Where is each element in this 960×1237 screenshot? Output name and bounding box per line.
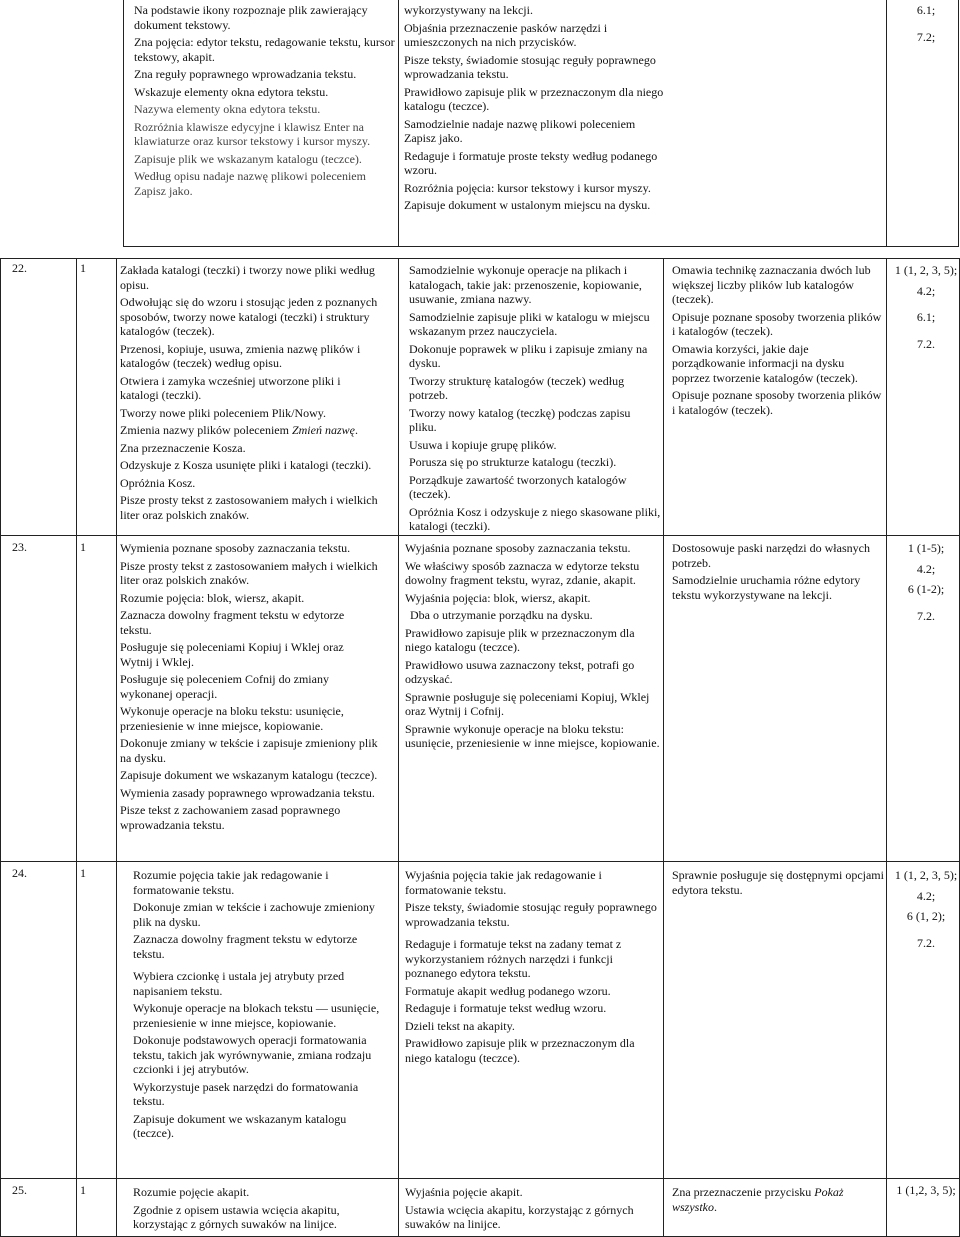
list-item: Zna reguły poprawnego wprowadzania tekstu.: [134, 67, 357, 81]
list-item: Dostosowuje paski narzędzi do własnych potrzeb.: [672, 541, 870, 570]
curriculum-ref: 6.1;: [916, 310, 936, 324]
divider: [886, 0, 887, 247]
list-item: Zapisuje dokument we wskazanym katalogu (teczce).: [133, 1111, 347, 1140]
top-col-a: [134, 3, 396, 201]
list-item: Prawidłowo usuwa zaznaczony tekst, potrafi go odzyskać.: [405, 657, 635, 686]
list-item: Opróżnia Kosz.: [120, 475, 196, 490]
row-col-c: [672, 1185, 884, 1217]
divider: [663, 258, 664, 1237]
list-item: Otwiera i zamyka wcześniej utworzone pliki i katalogi (teczki).: [120, 373, 341, 402]
divider: [398, 0, 399, 247]
list-item: Wyjaśnia poznane sposoby zaznaczania tekstu.: [405, 541, 631, 555]
list-item: Porządkuje zawartość tworzonych katalogów (teczek).: [409, 472, 627, 501]
list-item: Sprawnie posługuje się poleceniami Kopiuj, Wklej oraz Wytnij i Cofnij.: [405, 689, 650, 718]
list-item: Dokonuje zmian w tekście i zachowuje zmieniony plik na dysku.: [133, 900, 375, 929]
list-item: Pisze teksty, świadomie stosując reguły poprawnego wprowadzania tekstu.: [404, 52, 656, 81]
list-item: Odwołując się do wzoru i stosując jeden z poznanych sposobów, tworzy nowe katalogi (teczki) i struktury katalogów (teczek).: [120, 295, 378, 338]
list-item: Wykonuje operacje na bloku tekstu: usunięcie, przeniesienie w inne miejsce, kopiowanie.: [120, 704, 344, 733]
row-col-b: [405, 1185, 661, 1235]
curriculum-ref: 4.2;: [916, 888, 936, 903]
list-item: Opisuje poznane sposoby tworzenia plików i katalogów (teczek).: [672, 309, 882, 338]
curriculum-ref: 1 (1-5);: [907, 541, 945, 555]
list-item: Pisze teksty, świadomie stosując reguły poprawnego wprowadzania tekstu.: [405, 900, 657, 929]
lesson-hours: 1: [80, 540, 86, 554]
list-item: Dzieli tekst na akapity.: [405, 1018, 515, 1033]
row-col-b: [405, 868, 661, 1068]
curriculum-ref: 6 (1-2);: [907, 582, 945, 596]
list-item: Ustawia wcięcia akapitu, korzystając z górnych suwaków na linijce.: [405, 1202, 634, 1231]
list-item: Nazywa elementy okna edytora tekstu.: [134, 102, 321, 116]
row-col-c: [672, 263, 884, 420]
list-item: Redaguje i formatuje proste teksty według podanego wzoru.: [404, 148, 658, 177]
list-item: [120, 423, 378, 438]
lesson-number: 22.: [12, 261, 27, 275]
list-item: Wyjaśnia pojęcia: blok, wiersz, akapit.: [405, 590, 591, 605]
list-item: Tworzy nowy katalog (teczkę) podczas zapisu pliku.: [409, 405, 631, 434]
list-item: Wykonuje operacje na blokach tekstu — usunięcie, przeniesienie w inne miejsce, kopiowanie.: [133, 1001, 380, 1030]
list-item: Posługuje się poleceniem Cofnij do zmiany wykonanej operacji.: [120, 672, 329, 701]
list-item: Na podstawie ikony rozpoznaje plik zawierający dokument tekstowy.: [134, 3, 368, 32]
divider: [116, 258, 117, 1237]
list-item: Zgodnie z opisem ustawia wcięcia akapitu, korzystając z górnych suwaków na linijce.: [133, 1202, 340, 1231]
list-item: Zapisuje plik we wskazanym katalogu (teczce).: [134, 151, 362, 166]
list-item: Wyjaśnia pojęcie akapit.: [405, 1185, 523, 1199]
list-item: Objaśnia przeznaczenie pasków narzędzi i umieszczonych na nich przycisków.: [404, 20, 608, 49]
list-item: Usuwa i kopiuje grupę plików.: [409, 437, 557, 452]
list-item: We właściwy sposób zaznacza w edytorze tekstu dowolny fragment tekstu, wyraz, zdanie, akapit.: [405, 558, 640, 587]
row-refs: [894, 263, 958, 363]
lesson-hours: 1: [80, 261, 86, 275]
divider: [0, 861, 960, 862]
list-item: Formatuje akapit według podanego wzoru.: [405, 983, 611, 998]
curriculum-ref: 7.2.: [917, 336, 935, 351]
lesson-number: 23.: [12, 540, 27, 554]
row-col-a: [133, 868, 383, 1144]
list-item: Zapisuje dokument w ustalonym miejscu na dysku.: [404, 198, 651, 212]
row-refs: [894, 868, 958, 962]
italic-command: Zmień nazwę: [291, 423, 355, 437]
row-col-b: [409, 263, 661, 537]
list-item: Przenosi, kopiuje, usuwa, zmienia nazwę plików i katalogów (teczek) według opisu.: [120, 341, 361, 370]
list-item: Zaznacza dowolny fragment tekstu w edytorze tekstu.: [133, 932, 358, 961]
row-col-a: [133, 1185, 383, 1235]
row-col-a: [120, 263, 378, 525]
list-item: Dba o utrzymanie porządku na dysku.: [410, 608, 593, 622]
curriculum-ref: 4.2;: [916, 283, 936, 298]
list-item: Wyjaśnia pojęcia takie jak redagowanie i formatowanie tekstu.: [405, 868, 602, 897]
curriculum-ref: 1 (1, 2, 3, 5);: [894, 263, 958, 277]
list-item: Opisuje poznane sposoby tworzenia plików i katalogów (teczek).: [672, 388, 882, 417]
list-item: Rozróżnia pojęcia: kursor tekstowy i kursor myszy.: [404, 180, 651, 195]
row-col-a: [120, 541, 378, 835]
divider: [398, 258, 399, 1237]
list-item: Samodzielnie wykonuje operacje na plikach i katalogach, takie jak: przenoszenie, kopiowanie, usuwanie, zmiana nazwy.: [409, 263, 642, 306]
divider: [123, 0, 124, 247]
list-item: Rozumie pojęcia: blok, wiersz, akapit.: [120, 590, 305, 605]
list-item: Zapisuje dokument we wskazanym katalogu (teczce).: [120, 768, 378, 782]
row-col-b: [405, 541, 661, 754]
list-item: Sprawnie wykonuje operacje na bloku tekstu: usunięcie, przeniesienie w inne miejsce, kopiowanie.: [405, 721, 660, 750]
list-item: Samodzielnie uruchamia różne edytory tekstu wykorzystywane na lekcji.: [672, 573, 861, 602]
divider: [958, 0, 959, 247]
text-span: Zmienia nazwy plików poleceniem: [120, 423, 292, 437]
list-item: Dokonuje zmiany w tekście i zapisuje zmieniony plik na dysku.: [120, 736, 378, 765]
list-item: Rozróżnia klawisze edycyjne i klawisz Enter na klawiaturze oraz kursor tekstowy i kursor myszy.: [134, 119, 371, 148]
list-item: Opróżnia Kosz i odzyskuje z niego skasowane pliki, katalogi (teczki).: [409, 504, 661, 533]
list-item: Wymienia zasady poprawnego wprowadzania tekstu.: [120, 785, 375, 800]
list-item: Rozumie pojęcie akapit.: [133, 1185, 250, 1199]
lesson-hours: 1: [80, 1183, 86, 1197]
list-item: Pisze prosty tekst z zastosowaniem małych i wielkich liter oraz polskich znaków.: [120, 493, 378, 522]
list-item: Samodzielnie zapisuje pliki w katalogu w miejscu wskazanym przez nauczyciela.: [409, 309, 650, 338]
list-item: Omawia korzyści, jakie daje porządkowanie informacji na dysku poprzez tworzenie katalogów (teczek).: [672, 341, 858, 385]
divider: [0, 258, 1, 1237]
list-item: Redaguje i formatuje tekst na zadany temat z wykorzystaniem różnych narzędzi i funkcji poznanego edytora tekstu.: [405, 937, 622, 980]
curriculum-ref: 7.2;: [916, 29, 936, 44]
list-item: Zna przeznaczenie Kosza.: [120, 440, 246, 455]
list-item: Wskazuje elementy okna edytora tekstu.: [134, 84, 329, 99]
curriculum-ref: 4.2;: [916, 561, 936, 576]
row-col-c: [672, 868, 884, 900]
list-item: Redaguje i formatuje tekst według wzoru.: [405, 1001, 607, 1015]
top-col-b: [404, 3, 666, 216]
lesson-hours: 1: [80, 866, 86, 880]
text-span: .: [714, 1199, 717, 1214]
list-item: Posługuje się poleceniami Kopiuj i Wklej oraz Wytnij i Wklej.: [120, 640, 344, 669]
list-item: [672, 1185, 884, 1214]
text-span: Zna przeznaczenie przycisku: [672, 1185, 815, 1199]
list-item: Rozumie pojęcia takie jak redagowanie i formatowanie tekstu.: [133, 868, 329, 897]
list-item: Zaznacza dowolny fragment tekstu w edytorze tekstu.: [120, 608, 345, 637]
list-item: Porusza się po strukturze katalogu (teczki).: [409, 455, 617, 469]
list-item: wykorzystywany na lekcji.: [404, 3, 533, 17]
lesson-number: 25.: [12, 1183, 27, 1197]
list-item: Pisze prosty tekst z zastosowaniem małych i wielkich liter oraz polskich znaków.: [120, 558, 378, 587]
list-item: Prawidłowo zapisuje plik w przeznaczonym dla niego katalogu (teczce).: [405, 1036, 635, 1065]
list-item: Prawidłowo zapisuje plik w przeznaczonym dla niego katalogu (teczce).: [405, 625, 635, 654]
text-span: .: [354, 423, 358, 437]
list-item: Dokonuje podstawowych operacji formatowania tekstu, takich jak wyrównywanie, zmiana rodzaju czcionki i jej atrybutów.: [133, 1033, 372, 1076]
curriculum-ref: 1 (1, 2, 3, 5);: [894, 868, 958, 882]
curriculum-ref: 6.1;: [916, 3, 936, 17]
list-item: Odzyskuje z Kosza usunięte pliki i katalogi (teczki).: [120, 458, 372, 472]
divider: [0, 535, 960, 536]
lesson-number: 24.: [12, 866, 27, 880]
curriculum-ref: 1 (1,2, 3, 5);: [896, 1183, 956, 1197]
curriculum-ref: 7.2.: [917, 935, 935, 950]
list-item: Prawidłowo zapisuje plik w przeznaczonym dla niego katalogu (teczce).: [404, 84, 664, 113]
curriculum-ref: 6 (1, 2);: [906, 909, 946, 923]
list-item: Tworzy strukturę katalogów (teczek) według potrzeb.: [409, 373, 625, 402]
list-item: Zna pojęcia: edytor tekstu, redagowanie tekstu, kursor tekstowy, akapit.: [134, 35, 395, 64]
italic-button-name: Pokaż wszystko: [672, 1185, 844, 1214]
row-refs: [894, 1183, 958, 1210]
list-item: Zakłada katalogi (teczki) i tworzy nowe pliki według opisu.: [120, 263, 375, 292]
top-refs: [896, 3, 956, 56]
curriculum-ref: 7.2.: [917, 608, 935, 623]
list-item: Omawia technikę zaznaczania dwóch lub większej liczby plików lub katalogów (teczek).: [672, 263, 871, 306]
list-item: Wykorzystuje pasek narzędzi do formatowania tekstu.: [133, 1079, 359, 1108]
row-refs: [894, 541, 958, 635]
divider: [123, 246, 959, 247]
list-item: Dokonuje poprawek w pliku i zapisuje zmiany na dysku.: [409, 341, 648, 370]
list-item: Według opisu nadaje nazwę plikowi poleceniem Zapisz jako.: [134, 169, 366, 198]
row-col-c: [672, 541, 884, 605]
divider: [0, 1178, 960, 1179]
divider: [76, 258, 77, 1237]
list-item: Pisze tekst z zachowaniem zasad poprawnego wprowadzania tekstu.: [120, 803, 341, 832]
divider: [886, 258, 887, 1237]
list-item: Sprawnie posługuje się dostępnymi opcjami edytora tekstu.: [672, 868, 884, 897]
list-item: Wybiera czcionkę i ustala jej atrybuty przed napisaniem tekstu.: [133, 969, 345, 998]
divider: [0, 258, 960, 259]
list-item: Wymienia poznane sposoby zaznaczania tekstu.: [120, 541, 351, 555]
list-item: Tworzy nowe pliki poleceniem Plik/Nowy.: [120, 405, 327, 420]
list-item: Samodzielnie nadaje nazwę plikowi poleceniem Zapisz jako.: [404, 116, 636, 145]
